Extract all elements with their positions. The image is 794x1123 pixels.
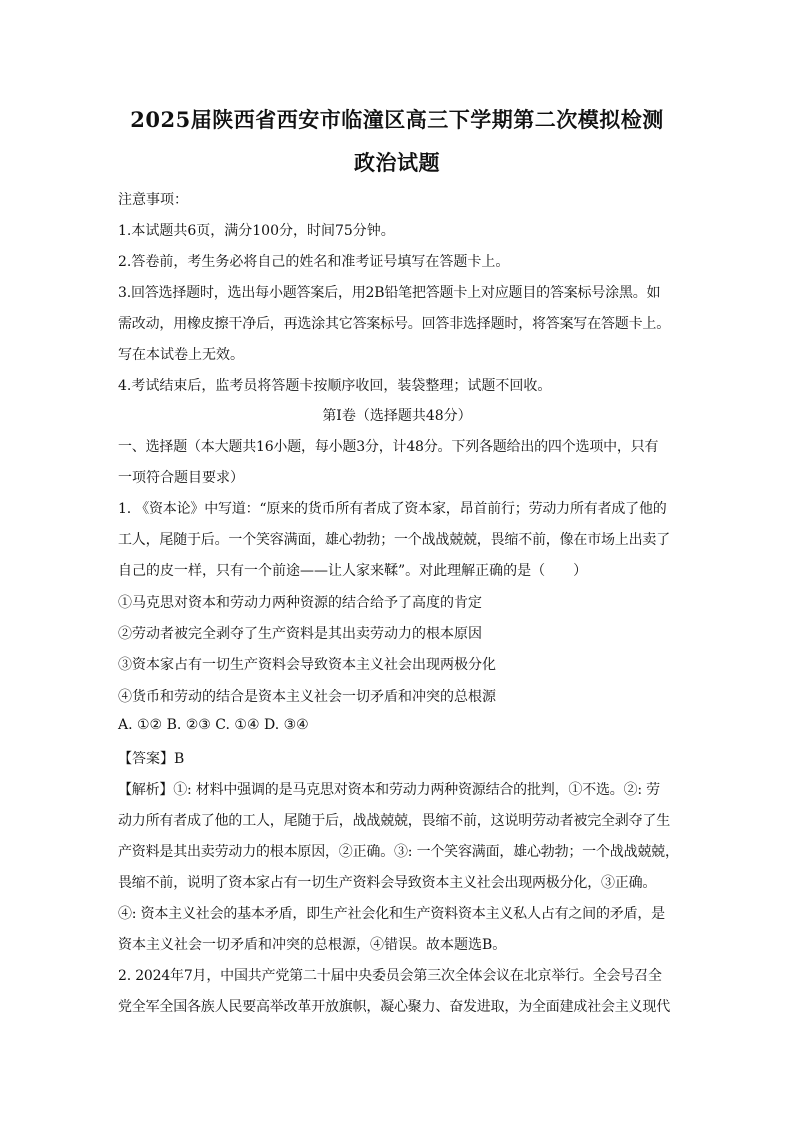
part-intro-line: 一、选择题（本大题共16小题，每小题3分，计48分。下列各题给出的四个选项中，只有 xyxy=(118,439,659,455)
question2-stem-line: 党全军全国各族人民要高举改革开放旗帜，凝心聚力、奋发进取，为全面建成社会主义现代 xyxy=(118,999,670,1015)
section-heading: 第Ⅰ卷（选择题共48分） xyxy=(322,408,472,424)
question1-analysis-line: 资本主义社会一切矛盾和冲突的总根源，④错误。故本题选B。 xyxy=(118,937,507,953)
question1-option: ④货币和劳动的结合是资本主义社会一切矛盾和冲突的总根源 xyxy=(118,689,496,705)
part-intro-line: 一项符合题目要求） xyxy=(118,470,244,486)
question2-stem-line: 2. 2024年7月，中国共产党第二十届中央委员会第三次全体会议在北京举行。全会号召全 xyxy=(118,968,662,984)
question1-analysis-line: 【解析】①: 材料中强调的是马克思对资本和劳动力两种资源结合的批判，①不选。②: 劳 xyxy=(118,782,660,798)
question1-option: ③资本家占有一切生产资料会导致资本主义社会出现两极分化 xyxy=(118,657,496,673)
notice-item: 需改动，用橡皮擦干净后，再选涂其它答案标号。回答非选择题时，将答案写在答题卡上。 xyxy=(118,316,670,332)
notice-item: 1.本试题共6页，满分100分，时间75分钟。 xyxy=(118,223,395,239)
question1-choices: A. ①② B. ②③ C. ①④ D. ③④ xyxy=(118,717,309,733)
question1-analysis-line: ④: 资本主义社会的基本矛盾，即生产社会化和生产资料资本主义私人占有之间的矛盾，是 xyxy=(118,906,665,922)
notice-item: 4.考试结束后，监考员将答题卡按顺序收回，装袋整理；试题不回收。 xyxy=(118,378,552,394)
question1-stem-line: 工人，尾随于后。一个笑容满面，雄心勃勃；一个战战兢兢，畏缩不前，像在市场上出卖了 xyxy=(118,532,670,548)
notice-item: 2.答卷前，考生务必将自己的姓名和准考证号填写在答题卡上。 xyxy=(118,254,510,270)
document-subtitle: 政治试题 xyxy=(354,150,440,175)
question1-stem-line: 自己的皮一样，只有一个前途——让人家来鞣”。对此理解正确的是（ ） xyxy=(118,563,588,579)
question1-option: ②劳动者被完全剥夺了生产资料是其出卖劳动力的根本原因 xyxy=(118,626,482,642)
question1-answer: 【答案】B xyxy=(118,751,185,767)
notice-item: 写在本试卷上无效。 xyxy=(118,347,244,363)
question1-option: ①马克思对资本和劳动力两种资源的结合给予了高度的肯定 xyxy=(118,595,482,611)
question1-analysis-line: 产资料是其出卖劳动力的根本原因，②正确。③: 一个笑容满面，雄心勃勃；一个战战兢兢， xyxy=(118,844,679,860)
question1-analysis-line: 动力所有者成了他的工人，尾随于后，战战兢兢，畏缩不前，这说明劳动者被完全剥夺了生 xyxy=(118,813,670,829)
document-title: 2025届陕西省西安市临潼区高三下学期第二次模拟检测 xyxy=(130,107,664,132)
notice-item: 3.回答选择题时，选出每小题答案后，用2B铅笔把答题卡上对应题目的答案标号涂黑。如 xyxy=(118,285,661,301)
question1-stem-line: 1. 《资本论》中写道：“原来的货币所有者成了资本家，昂首前行；劳动力所有者成了他的 xyxy=(118,501,667,517)
question1-analysis-line: 畏缩不前，说明了资本家占有一切生产资料会导致资本主义社会出现两极分化，③正确。 xyxy=(118,875,657,891)
notice-heading: 注意事项： xyxy=(118,192,188,208)
